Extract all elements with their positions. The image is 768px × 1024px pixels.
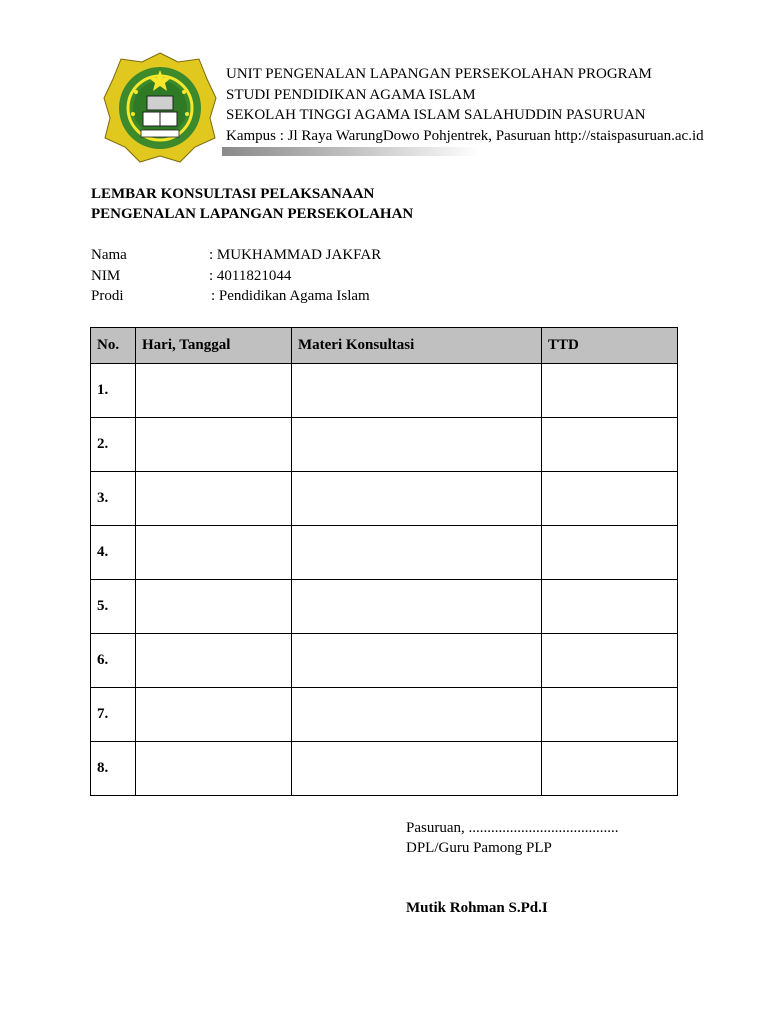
table-row [91, 688, 678, 742]
header-line-1: UNIT PENGENALAN LAPANGAN PERSEKOLAHAN PROGRAM [226, 66, 652, 82]
ttd-cell [542, 634, 678, 688]
hari-tanggal-cell [136, 472, 292, 526]
table-row [91, 634, 678, 688]
hari-tanggal-cell [136, 688, 292, 742]
header-line-3: SEKOLAH TINGGI AGAMA ISLAM SALAHUDDIN PASURUAN [226, 107, 646, 123]
signature-role: DPL/Guru Pamong PLP [406, 840, 552, 856]
institution-header [226, 64, 704, 146]
row-number: 5. [91, 580, 136, 634]
ttd-cell [542, 742, 678, 796]
row-number: 7. [91, 688, 136, 742]
materi-cell [292, 580, 542, 634]
table-row [91, 418, 678, 472]
row-number: 4. [91, 526, 136, 580]
materi-cell [292, 472, 542, 526]
hari-tanggal-cell [136, 364, 292, 418]
column-header-ttd: TTD [542, 328, 678, 364]
row-number: 3. [91, 472, 136, 526]
column-header-hari-tanggal: Hari, Tanggal [136, 328, 292, 364]
hari-tanggal-cell [136, 742, 292, 796]
materi-cell [292, 688, 542, 742]
nama-value: : MUKHAMMAD JAKFAR [209, 247, 382, 263]
header-divider [222, 147, 480, 156]
materi-cell [292, 418, 542, 472]
row-number: 6. [91, 634, 136, 688]
materi-cell [292, 364, 542, 418]
title-line-1: LEMBAR KONSULTASI PELAKSANAAN [91, 186, 375, 202]
nim-label: NIM [91, 267, 121, 284]
row-number: 1. [91, 364, 136, 418]
ttd-cell [542, 688, 678, 742]
hari-tanggal-cell [136, 418, 292, 472]
row-number: 2. [91, 418, 136, 472]
ttd-cell [542, 580, 678, 634]
header-line-2: STUDI PENDIDIKAN AGAMA ISLAM [226, 86, 476, 103]
consultation-table [90, 327, 678, 796]
table-row [91, 580, 678, 634]
materi-cell [292, 526, 542, 580]
hari-tanggal-cell [136, 526, 292, 580]
nama-label: Nama [91, 247, 127, 263]
materi-cell [292, 634, 542, 688]
title-line-2: PENGENALAN LAPANGAN PERSEKOLAHAN [91, 206, 414, 222]
hari-tanggal-cell [136, 580, 292, 634]
hari-tanggal-cell [136, 634, 292, 688]
materi-cell [292, 742, 542, 796]
nim-value: : 4011821044 [209, 267, 292, 284]
ttd-cell [542, 364, 678, 418]
institution-seal-icon [103, 52, 217, 164]
document-title [91, 184, 413, 224]
table-row [91, 742, 678, 796]
column-header-materi: Materi Konsultasi [292, 328, 542, 364]
header-address-line: Kampus : Jl Raya WarungDowo Pohjentrek, Pasuruan http://staispasuruan.ac.id [226, 127, 704, 144]
prodi-label: Prodi [91, 288, 124, 305]
column-header-no: No. [91, 328, 136, 364]
table-row [91, 526, 678, 580]
table-row [91, 364, 678, 418]
ttd-cell [542, 526, 678, 580]
signer-name: Mutik Rohman S.Pd.I [406, 900, 548, 916]
row-number: 8. [91, 742, 136, 796]
institution-logo [103, 52, 217, 164]
table-header-row [91, 328, 678, 364]
prodi-value: : Pendidikan Agama Islam [211, 288, 370, 305]
signature-block [406, 818, 619, 858]
ttd-cell [542, 418, 678, 472]
table-row [91, 472, 678, 526]
signature-place-date: Pasuruan, ........................................ [406, 820, 619, 836]
ttd-cell [542, 472, 678, 526]
